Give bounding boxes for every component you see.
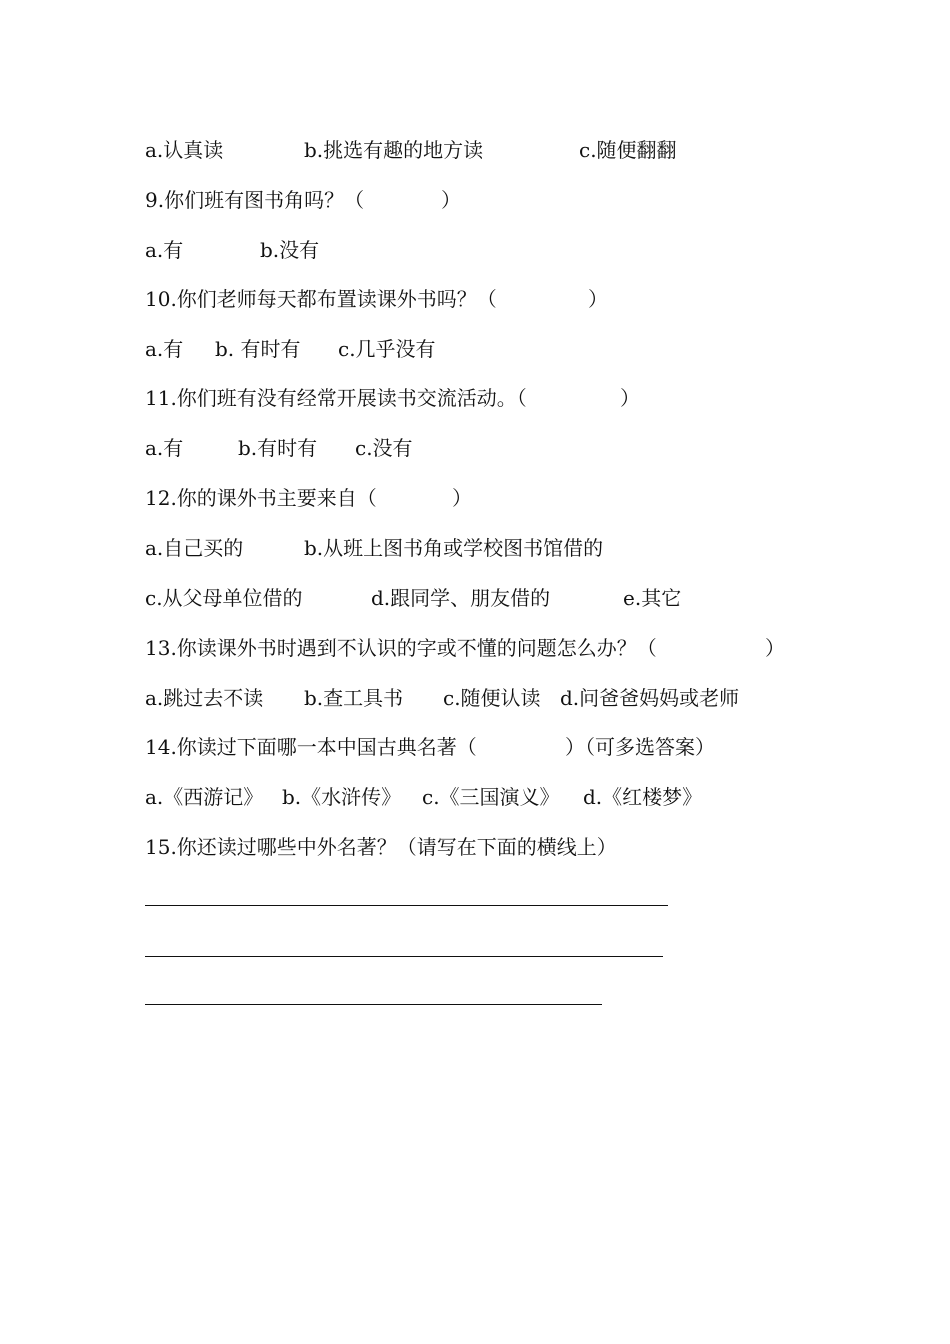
q10-answer-close: ） <box>588 287 608 311</box>
q11-option-a: a.有 <box>145 436 184 460</box>
q13-answer-close: ） <box>765 636 785 660</box>
q11-option-c: c.没有 <box>355 436 413 460</box>
q14-option-a: a.《西游记》 <box>145 785 264 809</box>
q11-answer-close: ） <box>620 386 640 410</box>
q14-question-text: 14.你读过下面哪一本中国古典名著（ <box>145 735 477 759</box>
q13-option-d: d.问爸爸妈妈或老师 <box>560 686 740 710</box>
q14-option-b: b.《水浒传》 <box>282 785 402 809</box>
q9-option-b: b.没有 <box>260 238 320 262</box>
q10-option-c: c.几乎没有 <box>338 337 436 361</box>
q12-answer-close: ） <box>452 486 472 510</box>
q11-option-b: b.有时有 <box>238 436 318 460</box>
q12-option-c: c.从父母单位借的 <box>145 586 303 610</box>
q12-option-b: b.从班上图书角或学校图书馆借的 <box>304 536 604 560</box>
q9-answer-close: ） <box>441 188 461 212</box>
q8-option-b: b.挑选有趣的地方读 <box>304 138 484 162</box>
q14-answer-close: ）（可多选答案） <box>565 735 715 759</box>
q8-option-c: c.随便翻翻 <box>579 138 677 162</box>
answer-blank-line-3[interactable] <box>145 1004 602 1005</box>
q13-question-text: 13.你读课外书时遇到不认识的字或不懂的问题怎么办？（ <box>145 636 657 660</box>
q13-option-a: a.跳过去不读 <box>145 686 264 710</box>
q15-question-text: 15.你还读过哪些中外名著？（请写在下面的横线上） <box>145 835 617 859</box>
q13-option-b: b.查工具书 <box>304 686 404 710</box>
q12-question-text: 12.你的课外书主要来自（ <box>145 486 377 510</box>
q9-option-a: a.有 <box>145 238 184 262</box>
q12-option-e: e.其它 <box>623 586 682 610</box>
q8-option-a: a.认真读 <box>145 138 224 162</box>
q14-option-c: c.《三国演义》 <box>422 785 560 809</box>
q14-option-d: d.《红楼梦》 <box>583 785 703 809</box>
q11-question-text: 11.你们班有没有经常开展读书交流活动。（ <box>145 386 527 410</box>
q10-question-text: 10.你们老师每天都布置读课外书吗？（ <box>145 287 497 311</box>
q12-option-d: d.跟同学、朋友借的 <box>371 586 551 610</box>
answer-blank-line-2[interactable] <box>145 956 663 957</box>
q9-question-text: 9.你们班有图书角吗？（ <box>145 188 365 212</box>
answer-blank-line-1[interactable] <box>145 905 668 906</box>
q12-option-a: a.自己买的 <box>145 536 244 560</box>
q10-option-b: b. 有时有 <box>215 337 301 361</box>
q10-option-a: a.有 <box>145 337 184 361</box>
q13-option-c: c.随便认读 <box>443 686 541 710</box>
